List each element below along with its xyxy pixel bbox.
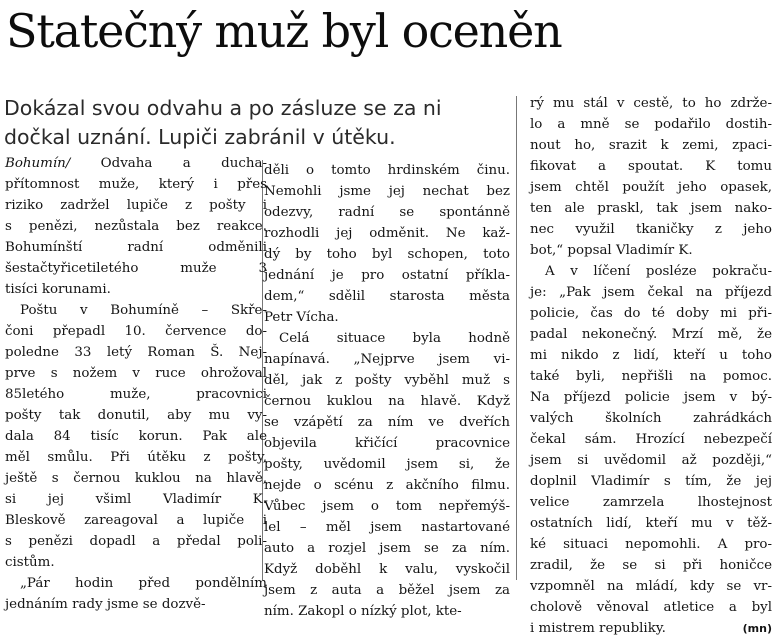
text-line: Na příjezd policie jsem v bý- [530,390,772,405]
text-line: také byli, nepřišli na pomoc. [530,369,772,384]
column-2 [264,160,510,622]
text-line: ten ale praskl, tak jsem nako- [530,201,772,216]
text-line: zradil, že se si při honičce [530,558,772,573]
text-line: Petr Vícha. [264,310,339,325]
text-line: si jej všiml Vladimír K. [5,492,267,507]
text-line: valých školních zahrádkách [530,411,772,426]
text-line: policie, čas do té doby mi při- [530,306,772,321]
text-line: auto a rozjel jsem se za ním. [264,541,510,556]
text-line: Poštu v Bohumíně – Skře- [20,303,267,318]
text-line: napínavá. „Nejprve jsem vi- [264,352,510,367]
text-line: tisíci korunami. [5,282,111,297]
text-line: čekal sám. Hrozící nebezpečí [530,432,772,447]
text-line: měl smůlu. Při útěku z pošty, [5,450,267,465]
text-line: s penězi dopadl a předal poli- [5,534,267,549]
text-line: Bleskově zareagoval a lupiče i [5,513,267,528]
text-line: děl, jak z pošty vyběhl muž s [264,373,510,388]
text-line: s penězi, nezůstala bez reakce. [5,219,267,234]
text-line: dem,“ sdělil starosta města [264,289,510,304]
text-line: jednání je pro ostatní příkla- [264,268,510,283]
text-line: lel – měl jsem nastartované [264,520,510,535]
text-line: jsem chtěl použít jeho opasek, [530,180,772,195]
dateline: Bohumín/ [5,156,71,171]
text-line: rý mu stál v cestě, to ho zdržе- [530,96,772,111]
text-line: doplnil Vladimír s tím, že jej [530,474,772,489]
subhead-line: Dokázal svou odvahu a po zásluze se za ni [4,96,442,120]
text-line: fikovat a spoutat. K tomu [530,159,772,174]
text-line: velice zamrzela lhostejnost [530,495,772,510]
text-line: čoni přepadl 10. července do- [5,324,267,339]
text-line: dý by toho byl schopen, toto [264,247,510,262]
text-line: děli o tomto hrdinském činu. [264,163,510,178]
text-line: 85letého muže, pracovnici [5,387,267,402]
text-line: ostatních lidí, kteří mu v těž- [530,516,772,531]
text-line: A v líčení posléze pokraču- [545,264,772,279]
text-line: mi nikdo z lidí, kteří u toho [530,348,772,363]
text-line: poledne 33 letý Roman Š. Nej- [5,345,267,360]
text-line: lo a mně se podařilo dostih- [530,117,772,132]
text-line: nec využil tkaničky z jeho [530,222,772,237]
text-line: jednáním rady jsme se dozvě- [5,597,206,612]
text-line: Nemohli jsme jej nechat bez [264,184,510,199]
text-line: padal nekonečný. Mrzí mě, že [530,327,772,342]
text-line: přítomnost muže, který i přes [5,177,267,192]
text-line: Když doběhl k valu, vyskočil [264,562,510,577]
author-signature: (mn) [742,622,772,635]
text-line: pošty, uvědomil jsem si, že [264,457,510,472]
text-line: jsem si uvědomil až později,“ [530,453,772,468]
text-line: Celá situace byla hodně [279,331,510,346]
text-line: Bohumínští radní odměnili [5,240,267,255]
text-line: šestačtyřicetiletého muže 3 [5,261,267,276]
text-line: objevila křičící pracovnice [264,436,510,451]
text-line: je: „Pak jsem čekal na příjezd [530,285,772,300]
text-line: ním. Zakopl o nízký plot, kte- [264,604,462,619]
text-line: pošty tak donutil, aby mu vy- [5,408,267,423]
text-line: se vzápětí za ním ve dveřích [264,415,510,430]
text-line: Vůbec jsem o tom nepřemýš- [264,499,510,514]
column-3 [530,93,772,639]
text-line: odezvy, radní se spontánně [264,205,510,220]
text-line: černou kuklou na hlavě. Když [264,394,510,409]
text-line: cholově věnoval atletice a byl [530,600,772,615]
text-line: vzpomněl na mládí, kdy se vr- [530,579,772,594]
text-line: i mistrem republiky. (mn) [530,618,772,639]
text-line: ještě s černou kuklou na hlavě, [5,471,267,486]
text-line: cistům. [5,555,55,570]
subhead [4,94,512,152]
column-divider [516,96,517,580]
text-line: nout ho, srazit k zemi, zpaci- [530,138,772,153]
text-line: prve s nožem v ruce ohrožoval [5,366,267,381]
text-line: riziko zadržel lupiče z pošty i [5,198,267,213]
text-line: jsem z auta a běžel jsem za [264,583,510,598]
text-line: nejde o scénu z akčního filmu. [264,478,510,493]
text-line: ké situaci nepomohli. A pro- [530,537,772,552]
text-line: dala 84 tisíc korun. Pak ale [5,429,267,444]
headline: Statečný muž byl oceněn [6,4,562,58]
text-line: Bohumín/ Odvaha a ducha- [5,156,267,171]
subhead-line: dočkal uznání. Lupiči zabránil v útěku. [4,125,396,149]
text-line: bot,“ popsal Vladimír K. [530,243,693,258]
text-line: „Pár hodin před pondělním [20,576,267,591]
text-line: rozhodli jej odměnit. Ne kaž- [264,226,510,241]
column-1 [5,153,267,615]
